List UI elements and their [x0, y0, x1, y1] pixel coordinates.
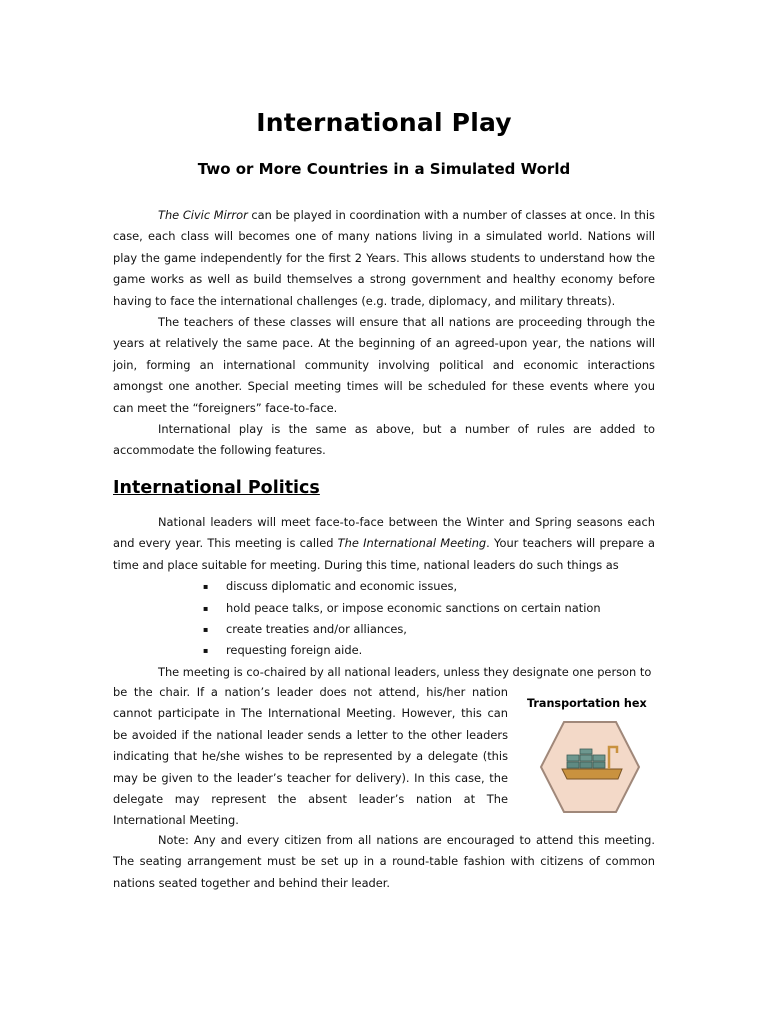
intro-paragraph-2: The teachers of these classes will ensure that all nations are proceeding through the years at relatively the same pace. At the beginning of an agreed-upon year, the nations will join, forming an international community involving political and economic interactions amongst one another. Special meeting times will be scheduled for these events where you can meet the “foreigners” face-to-face.	[113, 315, 655, 415]
intro-paragraph-1-text: can be played in coordination with a number of classes at once. In this case, each class will becomes one of many nations living in a simulated world. Nations will play the game independently for the first 2 Years. This allows students to understand how the game works as well as build themselves a strong government and healthy economy before having to face the international challenges (e.g. trade, diplomacy, and military threats).	[113, 208, 655, 308]
container-shape	[593, 755, 605, 761]
cargo-ship-icon	[538, 719, 642, 815]
page-subtitle: Two or More Countries in a Simulated World	[197, 160, 571, 178]
list-item-text: discuss diplomatic and economic issues,	[226, 579, 458, 594]
container-shape	[567, 762, 579, 768]
politics-paragraph-2-wrap	[113, 682, 508, 832]
civic-mirror-title: The Civic Mirror	[158, 208, 248, 222]
figure-caption: Transportation hex	[527, 697, 647, 710]
politics-p1-text-a: National leaders will meet face-to-face between the Winter and Spring seasons each and every year. This meeting is called	[113, 515, 655, 551]
politics-paragraph-3: Note: Any and every citizen from all nations are encouraged to attend this meeting. The seating arrangement must be set up in a round-table fashion with citizens of common nations seated together and behind their leader.	[113, 833, 655, 890]
bullet-icon: ▪	[203, 582, 209, 592]
politics-paragraph-1	[113, 512, 655, 576]
list-item	[113, 576, 655, 597]
bullet-icon: ▪	[203, 625, 209, 635]
container-shape	[593, 762, 605, 768]
politics-section	[113, 512, 655, 683]
ship-hull	[562, 769, 622, 779]
intro-paragraph-3: International play is the same as above, but a number of rules are added to accommodate the following features.	[113, 422, 655, 458]
list-item	[113, 640, 655, 661]
politics-paragraph-2-start: The meeting is co-chaired by all national leaders, unless they designate one person to	[158, 664, 652, 679]
list-item-text: create treaties and/or alliances,	[226, 622, 407, 637]
list-item-text: requesting foreign aide.	[226, 643, 363, 658]
list-item	[113, 619, 655, 640]
politics-paragraph-2-rest: be the chair. If a nation’s leader does not attend, his/her nation cannot participate in The International Meeting. However, this can be avoided if the national leader sends a letter to the other leaders indicating that he/she wishes to be represented by a delegate (this may be given to the leader’s teacher for delivery). In this case, the delegate may represent the absent leader’s nation at The International Meeting.	[113, 685, 508, 828]
container-shape	[580, 749, 592, 754]
intro-section	[113, 205, 655, 462]
politics-p1-text-b: . Your teachers will prepare a time and place suitable for meeting. During this time, national leaders do such things as	[113, 536, 655, 572]
page-title: International Play	[256, 108, 512, 137]
list-item-text: hold peace talks, or impose economic sanctions on certain nation	[226, 600, 601, 615]
politics-note-section	[113, 830, 655, 894]
intro-paragraph-1	[113, 205, 655, 312]
list-item	[113, 598, 655, 619]
bullet-icon: ▪	[203, 646, 209, 656]
transportation-hex-figure	[518, 697, 668, 817]
bullet-icon: ▪	[203, 603, 209, 613]
section-heading: International Politics	[113, 478, 320, 498]
container-shape	[567, 755, 579, 761]
international-meeting-title: The International Meeting	[337, 536, 487, 551]
activity-list	[113, 576, 655, 662]
container-shape	[580, 762, 592, 768]
container-shape	[580, 755, 592, 761]
